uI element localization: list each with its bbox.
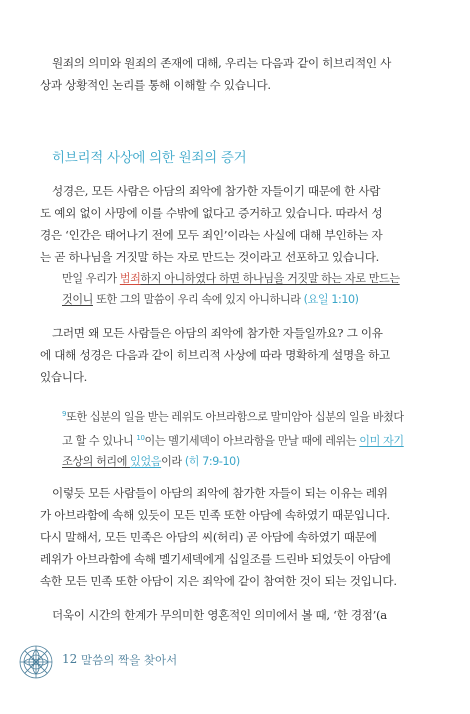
text-line: 원죄의 의미와 원죄의 존재에 대해, 우리는 다음과 같이 히브리적인 사	[52, 56, 392, 70]
intro-paragraph	[40, 52, 434, 96]
highlighted-word: 범죄	[119, 272, 141, 285]
page-footer	[18, 640, 218, 680]
quote-text: 하지 아니하였다 하면 하나님을 거짓말 하는 자로 만드는	[140, 272, 400, 285]
page-number: 12	[62, 652, 78, 666]
text-line: 도 예외 없이 사망에 이를 수밖에 없다고 증거하고 있습니다. 따라서 성	[40, 206, 383, 220]
verse-number: 9	[62, 410, 67, 418]
text-line: 이렇듯 모든 사람들이 아담의 죄악에 참가한 자들이 되는 이유는 레위	[52, 486, 388, 500]
text-line: 다시 말해서, 모든 민족은 아담의 씨(허리) 곧 아담에 속하였기 때문에	[40, 530, 377, 544]
quote-text: 조상의 허리에	[62, 455, 131, 469]
text-line: 성경은, 모든 사람은 아담의 죄악에 참가한 자들이기 때문에 한 사람	[52, 184, 381, 198]
text-line: 속한 모든 민족 또한 아담이 지은 죄악에 같이 참여한 것이 되는 것입니다.	[40, 574, 397, 588]
paragraph-1	[40, 180, 434, 268]
text-line: 에 대해 성경은 다음과 같이 히브리적 사상에 따라 명확하게 설명을 하고	[40, 348, 390, 362]
verse-number: 10	[136, 433, 145, 442]
verse-reference: (히 7:9-10)	[184, 455, 240, 469]
text-line: 레위가 아브라함에 속해 멜기세덱에게 십일조를 드린바 되었듯이 아담에	[40, 552, 391, 566]
text-line: 경은 ‘인간은 태어나기 전에 모두 죄인’이라는 사실에 대해 부인하는 자	[40, 228, 383, 242]
quote-text: 고 할 수 있나니	[62, 434, 137, 448]
section-heading: 히브리적 사상에 의한 원죄의 증거	[52, 150, 247, 166]
book-title: 말씀의 짝을 찾아서	[81, 653, 178, 667]
paragraph-4	[40, 604, 434, 626]
quote-line	[62, 268, 442, 289]
quote-text: 만일 우리가	[62, 272, 120, 285]
quote-line	[62, 451, 442, 472]
text-line: 더욱이 시간의 한계가 무의미한 영혼적인 의미에서 볼 때, ‘한 경점’(a	[52, 608, 387, 622]
paragraph-3	[40, 482, 434, 592]
paragraph-2	[40, 322, 434, 388]
text-line: 상과 상황적인 논리를 통해 이해할 수 있습니다.	[40, 78, 271, 92]
quote-text: 것이니	[62, 293, 93, 306]
text-line: 있습니다.	[40, 370, 87, 384]
quote-line	[62, 404, 442, 428]
quote-text: 이라	[161, 455, 185, 469]
mandala-icon	[18, 644, 54, 680]
highlighted-word: 있었음	[130, 455, 162, 469]
quote-text: 또한 십분의 일을 받는 레위도 아브라함으로 말미암아 십분의 일을 바쳤다	[66, 410, 404, 424]
quote-line	[62, 289, 442, 310]
text-line: 그러면 왜 모든 사람들은 아담의 죄악에 참가한 자들일까요? 그 이유	[52, 326, 383, 340]
text-line: 는 곧 하나님을 거짓말 하는 자로 만드는 것이라고 선포하고 있습니다.	[40, 250, 380, 264]
scripture-quote-2	[62, 404, 442, 472]
quote-line	[62, 428, 442, 452]
quote-text: 또한 그의 말씀이 우리 속에 있지 아니하니라	[92, 293, 304, 306]
scripture-quote-1	[62, 268, 442, 310]
verse-reference: (요일 1:10)	[303, 293, 359, 306]
highlighted-phrase: 이미 자기	[359, 434, 404, 448]
text-line: 가 아브라함에 속해 있듯이 모든 민족 또한 아담에 속하였기 때문입니다.	[40, 508, 390, 522]
quote-text: 이는 멜기세덱이 아브라함을 만날 때에 레위는	[144, 434, 360, 448]
